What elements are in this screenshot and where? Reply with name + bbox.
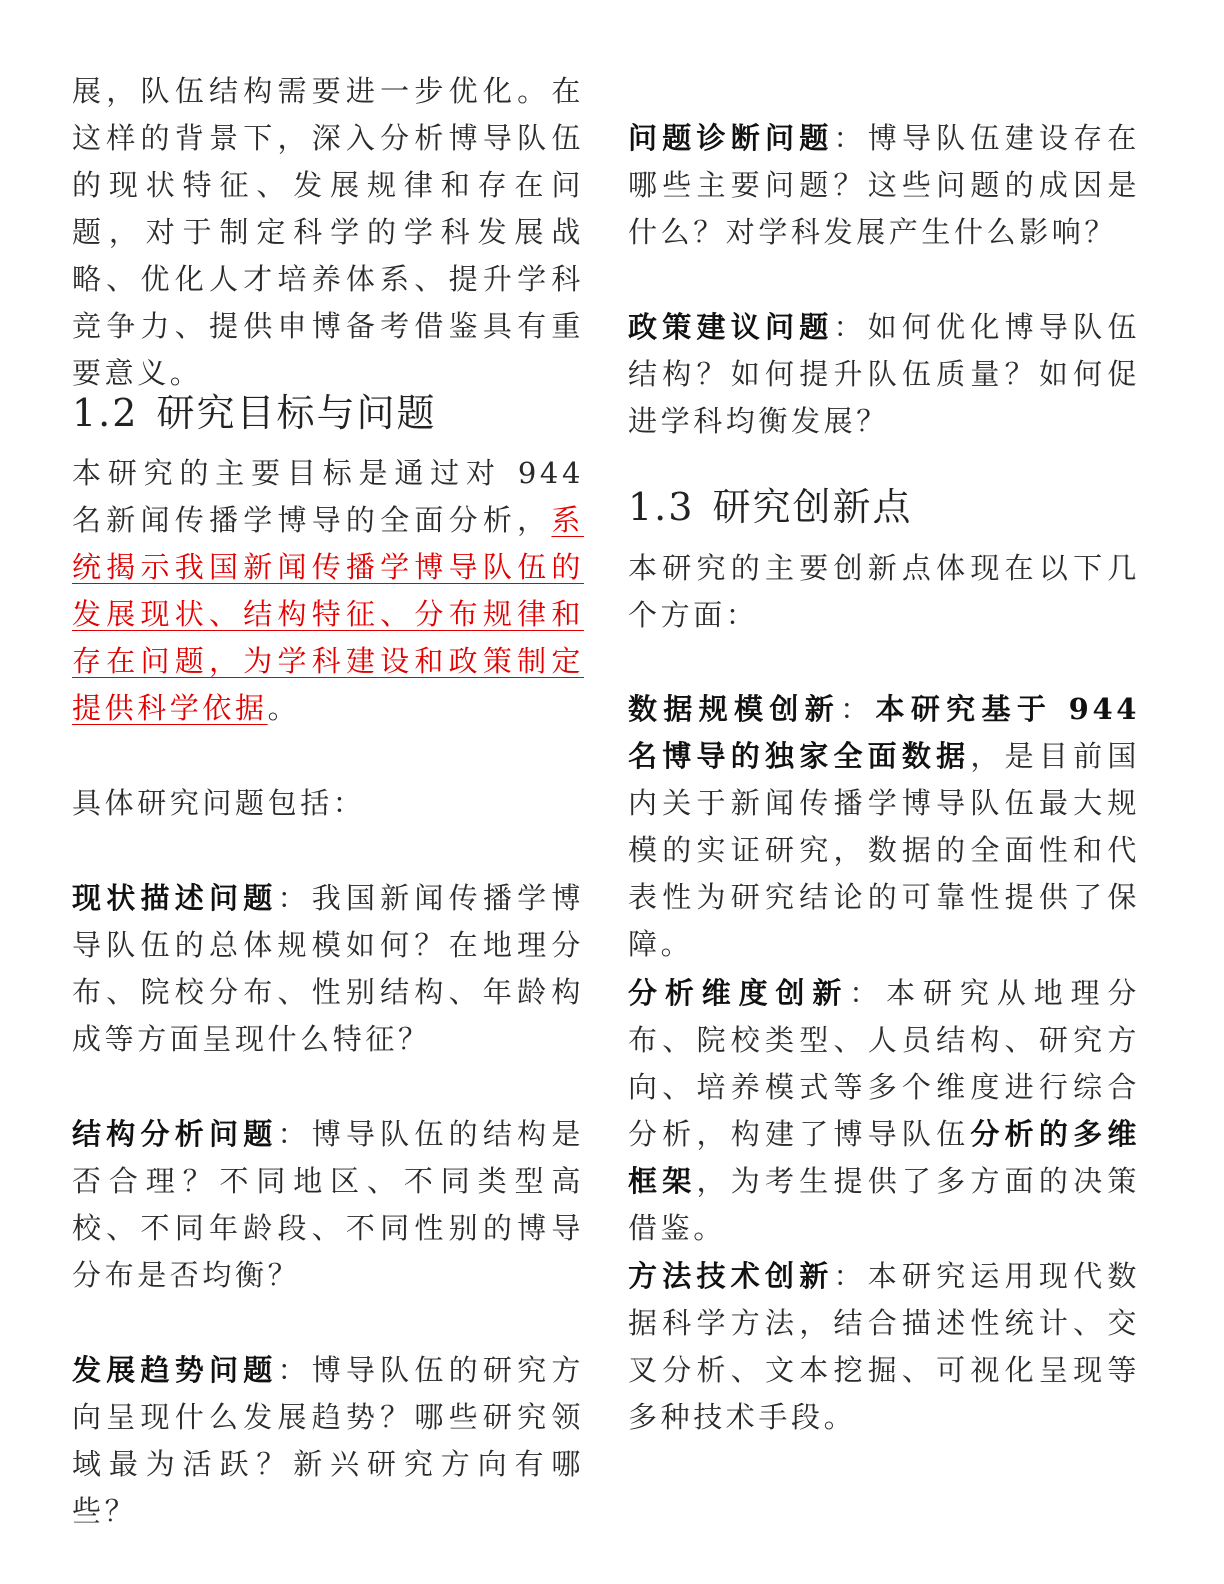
- innovation-analysis-dimension: 分析维度创新：本研究从地理分布、院校类型、人员结构、研究方向、培养模式等多个维度进行综合分析，构建了博导队伍分析的多维框架，为考生提供了多方面的决策借鉴。: [628, 976, 1141, 1245]
- intro-paragraph: 展，队伍结构需要进一步优化。在这样的背景下，深入分析博导队伍的现状特征、发展规律和存在问题，对于制定科学的学科发展战略、优化人才培养体系、提升学科竞争力、提供申博备考借鉴具有重要意义。: [72, 74, 584, 390]
- section-heading-1-2: 1.2 研究目标与问题: [72, 391, 437, 435]
- question-structure-analysis: 结构分析问题：博导队伍的结构是否合理？不同地区、不同类型高校、不同年龄段、不同性别的博导分布是否均衡？: [72, 1117, 584, 1292]
- innovation-intro: 本研究的主要创新点体现在以下几个方面：: [628, 551, 1140, 632]
- innovation-method-technology: 方法技术创新：本研究运用现代数据科学方法，结合描述性统计、交叉分析、文本挖掘、可视化呈现等多种技术手段。: [628, 1259, 1140, 1434]
- question-current-status: 现状描述问题：我国新闻传播学博导队伍的总体规模如何？在地理分布、院校分布、性别结构、年龄构成等方面呈现什么特征？: [72, 881, 584, 1056]
- questions-intro: 具体研究问题包括：: [72, 786, 366, 820]
- innovation-data-scale: 数据规模创新：本研究基于 944 名博导的独家全面数据，是目前国内关于新闻传播学博导队伍最大规模的实证研究，数据的全面性和代表性为研究结论的可靠性提供了保障。: [628, 692, 1140, 961]
- question-policy-suggestion: 政策建议问题：如何优化博导队伍结构？如何提升队伍质量？如何促进学科均衡发展？: [628, 310, 1140, 438]
- highlighted-goal-text: 系统揭示我国新闻传播学博导队伍的发展现状、结构特征、分布规律和存在问题，为学科建设和政策制定提供科学依据: [72, 503, 584, 725]
- research-goal-paragraph: 本研究的主要目标是通过对 944 名新闻传播学博导的全面分析，系统揭示我国新闻传播学博导队伍的发展现状、结构特征、分布规律和存在问题，为学科建设和政策制定提供科学依据。: [72, 456, 584, 725]
- question-problem-diagnosis: 问题诊断问题：博导队伍建设存在哪些主要问题？这些问题的成因是什么？对学科发展产生什么影响？: [628, 121, 1140, 249]
- section-heading-1-3: 1.3 研究创新点: [628, 485, 913, 529]
- question-development-trend: 发展趋势问题：博导队伍的研究方向呈现什么发展趋势？哪些研究领域最为活跃？新兴研究方向有哪些？: [72, 1353, 584, 1528]
